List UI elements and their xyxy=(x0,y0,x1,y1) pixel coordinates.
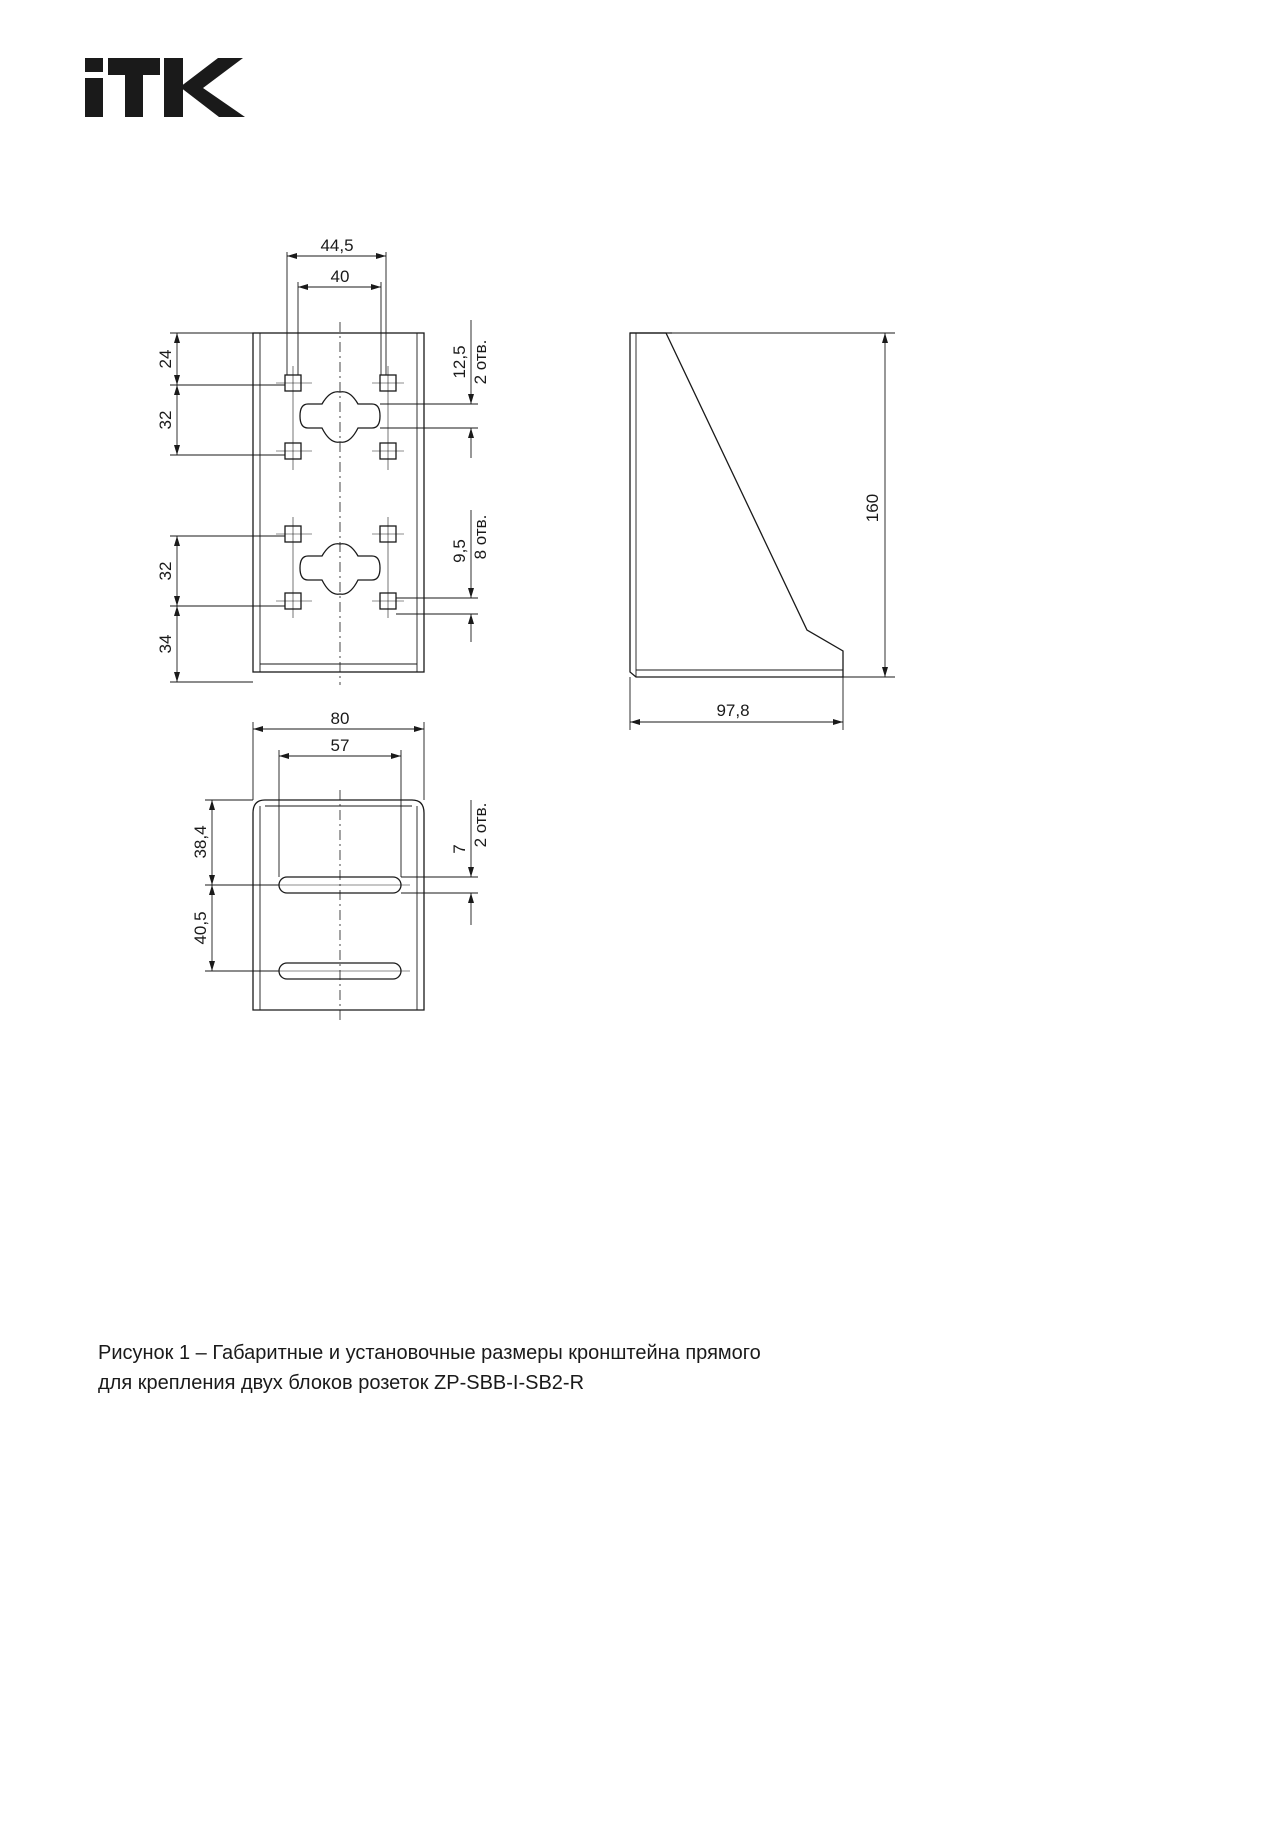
bottom-view-labels xyxy=(191,709,490,945)
dim-label: 80 xyxy=(330,709,350,728)
dim-note: 2 отв. xyxy=(471,339,490,385)
dim-label: 160 xyxy=(863,493,882,523)
dim-label: 32 xyxy=(156,410,175,430)
bottom-view-dimensions xyxy=(205,722,478,971)
dim-label: 34 xyxy=(156,634,175,654)
itk-logo xyxy=(85,58,245,117)
side-profile-outline xyxy=(630,333,843,677)
dim-label: 12,5 xyxy=(450,345,469,379)
dim-label: 32 xyxy=(156,561,175,581)
dim-note: 8 отв. xyxy=(471,514,490,560)
caption-line-1: Рисунок 1 – Габаритные и установочные размеры кронштейна прямого xyxy=(98,1342,761,1364)
side-view-labels xyxy=(716,494,882,720)
caption-line-2: для крепления двух блоков розеток ZP-SBB-I-SB2-R xyxy=(98,1372,585,1394)
dim-label: 24 xyxy=(156,349,175,369)
front-plate-outline xyxy=(253,333,424,672)
front-view-labels xyxy=(156,236,490,653)
front-view xyxy=(253,322,424,685)
dim-note: 2 отв. xyxy=(471,802,490,848)
dim-label: 7 xyxy=(450,844,469,854)
dim-label: 9,5 xyxy=(450,539,469,563)
dim-label: 97,8 xyxy=(716,701,750,720)
side-view xyxy=(630,333,843,677)
dim-label: 57 xyxy=(330,736,350,755)
front-view-dimensions xyxy=(170,252,478,682)
dim-label: 38,4 xyxy=(191,825,210,859)
dim-label: 40 xyxy=(330,267,350,286)
dim-label: 44,5 xyxy=(320,236,354,255)
figure-caption xyxy=(98,1338,998,1398)
dim-label: 40,5 xyxy=(191,911,210,945)
